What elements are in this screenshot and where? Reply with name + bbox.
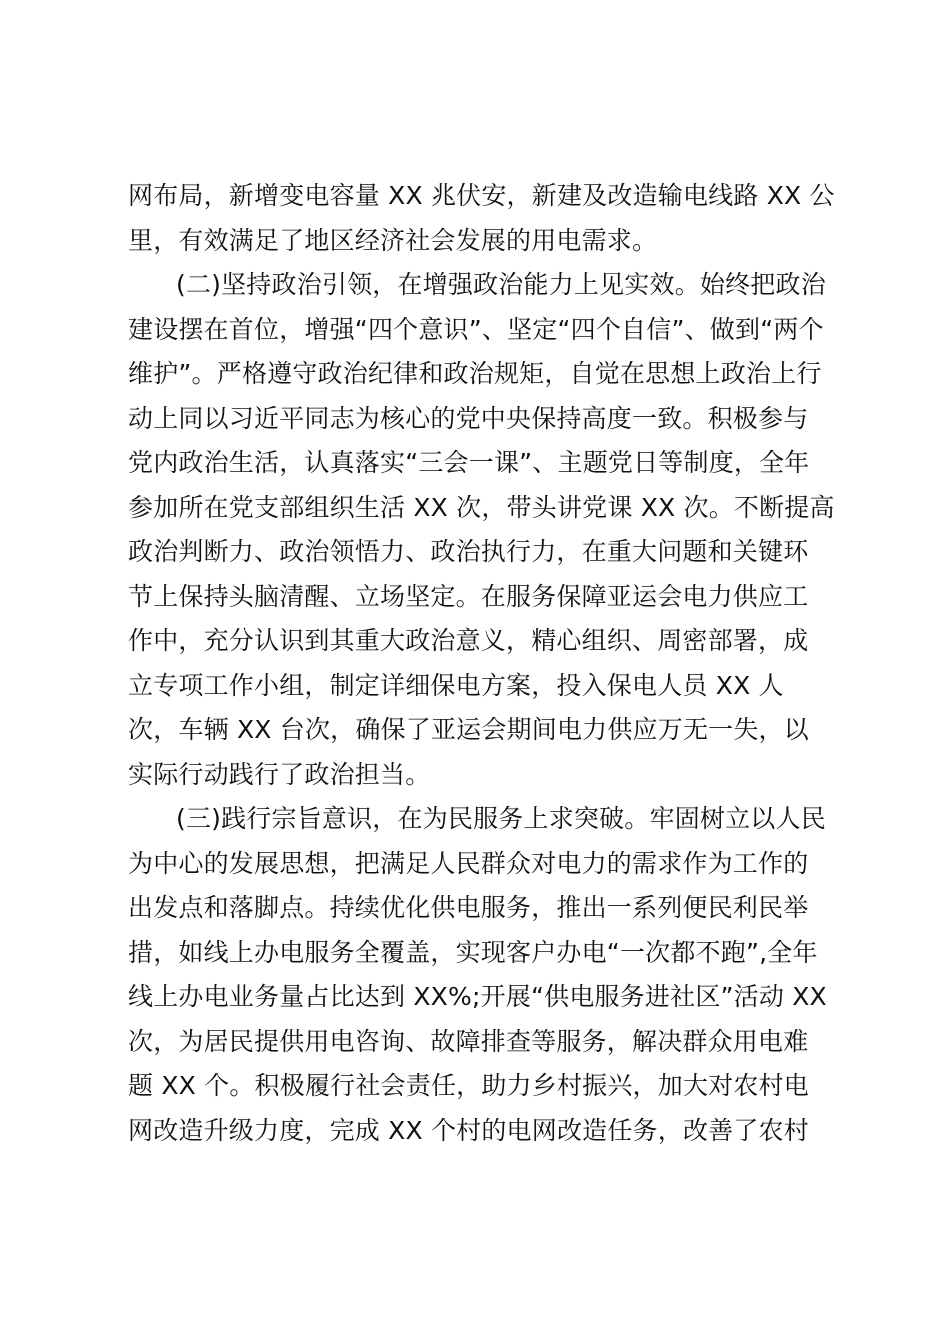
text-line: 实际行动践行了政治担当。 [128,759,431,789]
text-line: 参加所在党支部组织生活 XX 次，带头讲党课 XX 次。不断提高 [128,492,835,522]
text-line: 网改造升级力度，完成 XX 个村的电网改造任务，改善了农村 [128,1115,809,1145]
text-line: 政治判断力、政治领悟力、政治执行力，在重大问题和关键环 [128,537,809,566]
body-text [128,174,835,1153]
text-line: 次，为居民提供用电咨询、故障排查等服务，解决群众用电难 [128,1026,809,1056]
text-line: 动上同以习近平同志为核心的党中央保持高度一致。积极参与 [128,403,809,433]
text-line: 题 XX 个。积极履行社会责任，助力乡村振兴，加大对农村电 [128,1071,809,1100]
text-line: 出发点和落脚点。持续优化供电服务，推出一系列便民利民举 [128,893,809,922]
text-line: 措，如线上办电服务全覆盖，实现客户办电“一次都不跑”,全年 [128,937,818,967]
text-line: 网布局，新增变电容量 XX 兆伏安，新建及改造输电线路 XX 公 [128,181,835,210]
section-heading-line: (三)践行宗旨意识，在为民服务上求突破。牢固树立以人民 [176,804,826,833]
text-line: 节上保持头脑清醒、立场坚定。在服务保障亚运会电力供应工 [128,581,809,611]
section-heading-line: (二)坚持政治引领，在增强政治能力上见实效。始终把政治 [176,270,826,299]
text-line: 里，有效满足了地区经济社会发展的用电需求。 [128,225,658,255]
text-line: 作中，充分认识到其重大政治意义，精心组织、周密部署，成 [128,626,809,655]
text-line: 建设摆在首位，增强“四个意识”、坚定“四个自信”、做到“两个 [128,314,824,344]
text-line: 党内政治生活，认真落实“三会一课”、主题党日等制度，全年 [128,448,810,477]
text-line: 维护”。严格遵守政治纪律和政治规矩，自觉在思想上政治上行 [128,359,822,388]
text-line: 为中心的发展思想，把满足人民群众对电力的需求作为工作的 [128,848,809,878]
text-line: 线上办电业务量占比达到 XX%;开展“供电服务进社区”活动 XX [128,982,827,1011]
text-line: 次，车辆 XX 台次，确保了亚运会期间电力供应万无一失，以 [128,715,809,744]
text-line: 立专项工作小组，制定详细保电方案，投入保电人员 XX 人 [128,670,784,700]
